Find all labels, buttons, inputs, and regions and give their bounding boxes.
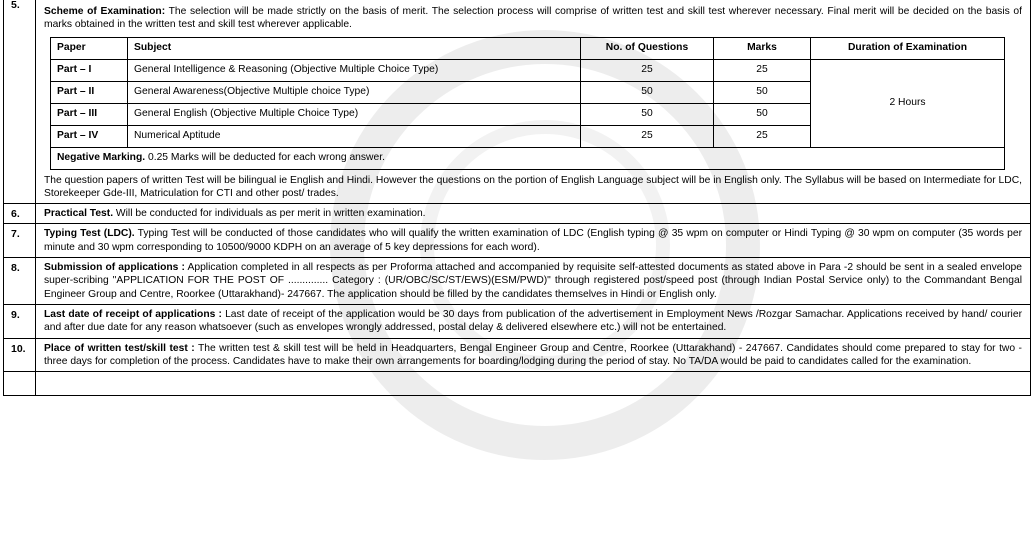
- section-heading: Place of written test/skill test :: [44, 342, 195, 354]
- section-heading: Typing Test (LDC).: [44, 228, 135, 240]
- section-5: [4, 0, 1031, 204]
- questions-cell: 50: [581, 103, 714, 125]
- section-text: Last date of receipt of the application would be 30 days from publication of the advertisement in Employment News /Rozgar Samachar. Applications received by hand/ courier and after due date for any reason whatsoever (such as envelopes wrongly addressed, postal delay & delivered elsewhere etc.) will not be entertained.: [44, 308, 1022, 334]
- section-note: The question papers of written Test will be bilingual ie English and Hindi. However the questions on the portion of English Language subject will be in English only. The Syllabus will be based on Intermediate for LDC, Storekeeper Gde-III, Matriculation for CTI and other post/ trades.: [44, 174, 1022, 199]
- section-number-empty: [4, 372, 36, 396]
- marks-cell: 25: [714, 125, 811, 147]
- section-next: [4, 372, 1031, 396]
- col-paper: Paper: [51, 37, 128, 59]
- section-body: [36, 258, 1031, 305]
- paper-cell: Part – III: [51, 103, 128, 125]
- exam-row: [51, 59, 1005, 81]
- exam-scheme-table: [50, 37, 1005, 170]
- section-body-empty: [36, 372, 1031, 396]
- questions-cell: 25: [581, 125, 714, 147]
- questions-cell: 25: [581, 59, 714, 81]
- subject-cell: General Awareness(Objective Multiple choice Type): [128, 81, 581, 103]
- section-text: Typing Test will be conducted of those candidates who will qualify the written examination of LDC (English typing @ 35 wpm on computer or Hindi Typing @ 30 wpm on computer (35 words per minute and 30 wpm corresponding to 10500/9000 KDPH on an average of 5 key depressions for each word).: [44, 228, 1022, 253]
- negative-marking-text: 0.25 Marks will be deducted for each wrong answer.: [145, 152, 385, 164]
- section-text: Application completed in all respects as per Proforma attached and accompanied by requisite self-attested documents as stated above in Para -2 should be sent in a sealed envelope super-scribing "APPLICATION FOR THE POST OF .............. Category : (UR/OBC/SC/ST/EWS)(ESM/PWD)" through registered post/speed post (through Indian Postal Service only) to the Commandant Bengal Engineer Group and Centre, Roorkee (Uttarakhand)- 247667. The application should be filled by the candidates themselves in Hindi or English only.: [44, 262, 1022, 300]
- marks-cell: 25: [714, 59, 811, 81]
- section-body: [36, 304, 1031, 338]
- section-text: Will be conducted for individuals as per merit in written examination.: [113, 208, 426, 220]
- section-9: [4, 304, 1031, 338]
- col-subject: Subject: [128, 37, 581, 59]
- duration-cell: 2 Hours: [811, 59, 1005, 147]
- section-heading: Scheme of Examination:: [44, 6, 166, 17]
- section-6: [4, 204, 1031, 224]
- exam-header-row: [51, 37, 1005, 59]
- paper-cell: Part – I: [51, 59, 128, 81]
- negative-marking-row: [51, 147, 1005, 169]
- section-10: [4, 338, 1031, 372]
- section-body: [36, 204, 1031, 224]
- notice-table: [3, 0, 1031, 396]
- section-text: The written test & skill test will be held in Headquarters, Bengal Engineer Group and Centre, Roorkee (Uttarakhand) - 247667. Candidates should come prepared to stay for two -three days for completion of the process. Candidates have to make their own arrangements for boarding/lodging during the period of stay. No TA/DA would be paid to candidates called for the examination.: [44, 342, 1022, 367]
- section-number: 8.: [4, 258, 36, 305]
- col-duration: Duration of Examination: [811, 37, 1005, 59]
- section-heading: Practical Test.: [44, 208, 114, 220]
- subject-cell: General English (Objective Multiple Choice Type): [128, 103, 581, 125]
- subject-cell: General Intelligence & Reasoning (Objective Multiple Choice Type): [128, 59, 581, 81]
- questions-cell: 50: [581, 81, 714, 103]
- section-body: [36, 0, 1031, 204]
- section-number: 9.: [4, 304, 36, 338]
- section-number: 10.: [4, 338, 36, 372]
- section-8: [4, 258, 1031, 305]
- section-body: [36, 338, 1031, 372]
- paper-cell: Part – II: [51, 81, 128, 103]
- subject-cell: Numerical Aptitude: [128, 125, 581, 147]
- section-number: 6.: [4, 204, 36, 224]
- col-marks: Marks: [714, 37, 811, 59]
- negative-marking-heading: Negative Marking.: [57, 152, 146, 164]
- negative-marking-cell: [51, 147, 1005, 169]
- section-body: [36, 224, 1031, 258]
- paper-cell: Part – IV: [51, 125, 128, 147]
- section-text: The selection will be made strictly on the basis of merit. The selection process will comprise of written test and skill test wherever necessary. Final merit will be decided on the basis of marks obtained in the written test and skill test wherever applicable.: [44, 6, 1022, 31]
- section-number: 7.: [4, 224, 36, 258]
- col-questions: No. of Questions: [581, 37, 714, 59]
- marks-cell: 50: [714, 103, 811, 125]
- section-heading: Submission of applications :: [44, 262, 185, 274]
- section-heading: Last date of receipt of applications :: [44, 308, 222, 320]
- section-number: 5.: [4, 0, 36, 204]
- section-7: [4, 224, 1031, 258]
- marks-cell: 50: [714, 81, 811, 103]
